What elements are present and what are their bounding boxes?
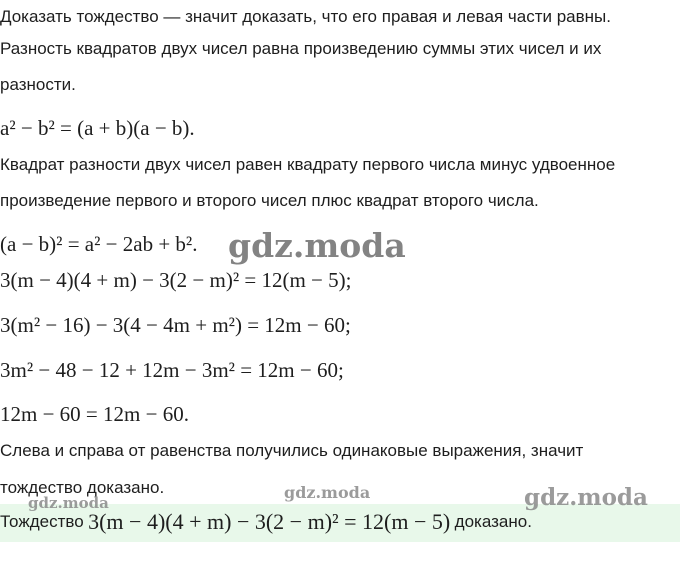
intro-line-3: разности. xyxy=(0,75,76,94)
square-of-difference-formula: (a − b)² = a² − 2ab + b². xyxy=(0,232,198,256)
solution-step-4: 12m − 60 = 12m − 60. xyxy=(0,402,189,426)
solution-step-2: 3(m² − 16) − 3(4 − 4m + m²) = 12m − 60; xyxy=(0,313,351,337)
conclusion-line-2: тождество доказано. xyxy=(0,478,165,497)
intro-line-1: Доказать тождество — значит доказать, что его правая и левая части равны. xyxy=(0,7,611,26)
square-rule-line-2: произведение первого и второго чисел плюс квадрат второго числа. xyxy=(0,191,539,210)
watermark-small-middle: gdz.moda xyxy=(284,483,371,502)
watermark-large: gdz.moda xyxy=(228,226,406,265)
watermark-small-left: gdz.moda xyxy=(28,494,109,512)
watermark-small-right: gdz.moda xyxy=(524,484,648,511)
answer-prefix: Тождество xyxy=(0,512,84,531)
square-rule-line-1: Квадрат разности двух чисел равен квадрату первого числа минус удвоенное xyxy=(0,155,616,174)
difference-of-squares-formula: a² − b² = (a + b)(a − b). xyxy=(0,116,195,140)
solution-step-3: 3m² − 48 − 12 + 12m − 3m² = 12m − 60; xyxy=(0,358,344,382)
answer-identity: 3(m − 4)(4 + m) − 3(2 − m)² = 12(m − 5) xyxy=(88,509,451,534)
conclusion-line-1: Слева и справа от равенства получились одинаковые выражения, значит xyxy=(0,441,584,460)
answer-suffix: доказано. xyxy=(454,512,532,531)
intro-line-2: Разность квадратов двух чисел равна произведению суммы этих чисел и их xyxy=(0,39,602,58)
solution-step-1: 3(m − 4)(4 + m) − 3(2 − m)² = 12(m − 5); xyxy=(0,268,352,292)
answer-line xyxy=(0,509,532,535)
